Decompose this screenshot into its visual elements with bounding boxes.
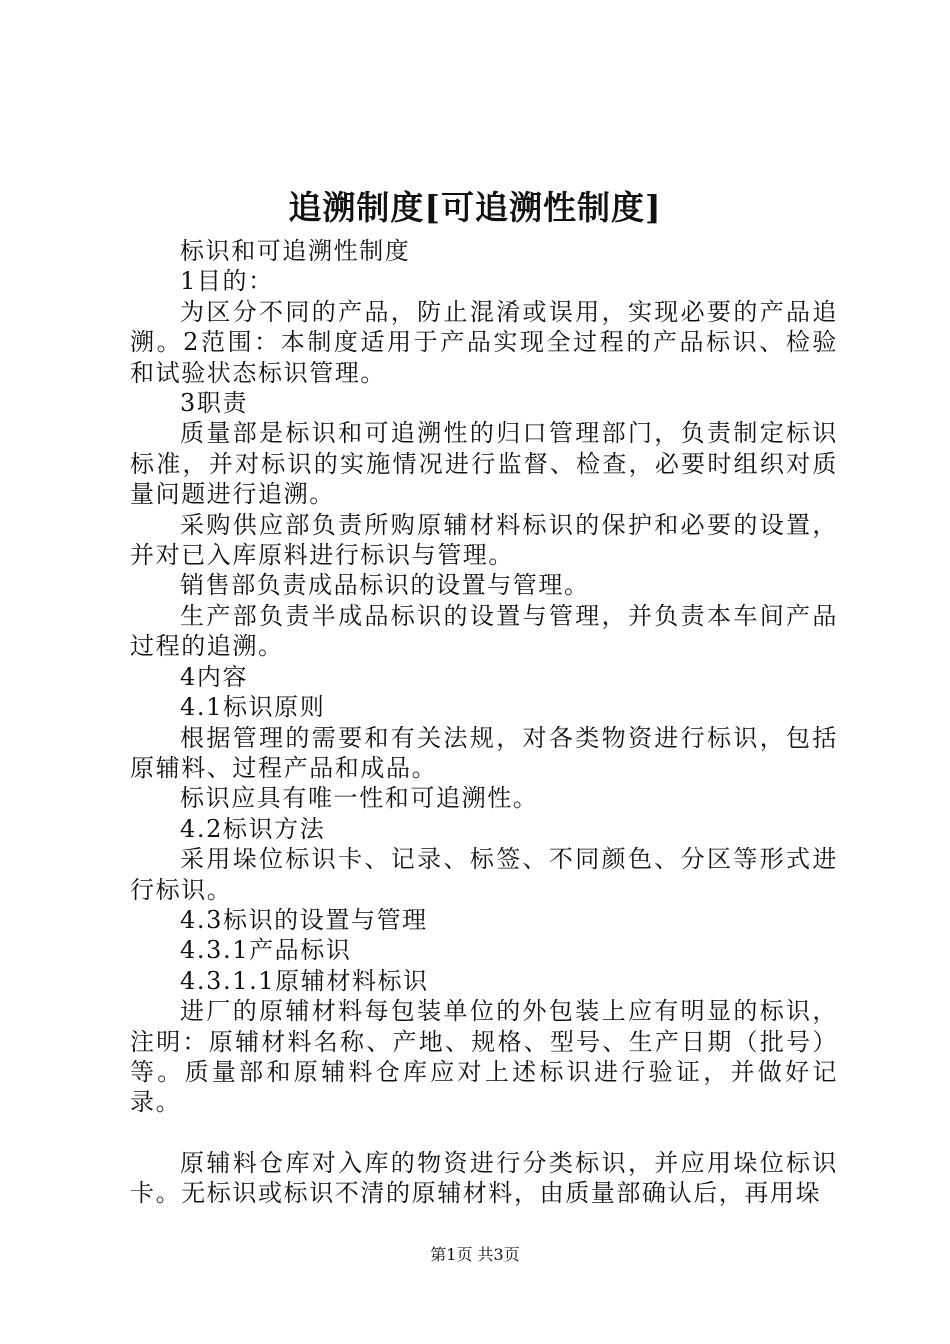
paragraph-incoming-materials: 进厂的原辅材料每包装单位的外包装上应有明显的标识，注明：原辅材料名称、产地、规格、型号、生产日期（批号）等。质量部和原辅料仓库应对上述标识进行验证，并做好记录。: [130, 997, 838, 1117]
section-purpose-heading: 1目的：: [180, 267, 274, 296]
section-content-heading: 4内容: [180, 662, 249, 691]
paragraph-purchasing-dept: 采购供应部负责所购原辅材料标识的保护和必要的设置，并对已入库原料进行标识与管理。: [130, 510, 838, 570]
paragraph-principle: 根据管理的需要和有关法规，对各类物资进行标识，包括原辅料、过程产品和成品。: [130, 723, 838, 782]
document-body: [130, 236, 838, 1209]
paragraph-quality-dept: 质量部是标识和可追溯性的归口管理部门，负责制定标识标准，并对标识的实施情况进行监督、检查，必要时组织对质量问题进行追溯。: [130, 419, 838, 509]
section-4-3-1-1-heading: 4.3.1.1原辅材料标识: [180, 966, 429, 995]
paragraph-uniqueness: 标识应具有唯一性和可追溯性。: [180, 784, 539, 813]
paragraph-methods: 采用垛位标识卡、记录、标签、不同颜色、分区等形式进行标识。: [130, 845, 838, 904]
section-duties-heading: 3职责: [180, 389, 249, 418]
paragraph-warehouse: 原辅料仓库对入库的物资进行分类标识，并应用垛位标识卡。无标识或标识不清的原辅材料，由质量部确认后，再用垛: [130, 1148, 838, 1208]
section-4-3-1-heading: 4.3.1产品标识: [180, 936, 352, 965]
paragraph-gap: [130, 1118, 838, 1148]
document-title: 追溯制度[可追溯性制度]: [288, 188, 662, 227]
section-4-1-heading: 4.1标识原则: [180, 693, 326, 722]
section-4-3-heading: 4.3标识的设置与管理: [180, 905, 428, 934]
paragraph-sales-dept: 销售部负责成品标识的设置与管理。: [180, 571, 590, 600]
paragraph-purpose-scope: 为区分不同的产品，防止混淆或误用，实现必要的产品追溯。2范围：本制度适用于产品实现全过程的产品标识、检验和试验状态标识管理。: [130, 297, 838, 387]
section-4-2-heading: 4.2标识方法: [180, 814, 326, 843]
page-footer: 第1页 共3页: [430, 1245, 520, 1264]
paragraph-heading: 标识和可追溯性制度: [180, 237, 411, 265]
paragraph-production-dept: 生产部负责半成品标识的设置与管理，并负责本车间产品过程的追溯。: [130, 601, 838, 661]
